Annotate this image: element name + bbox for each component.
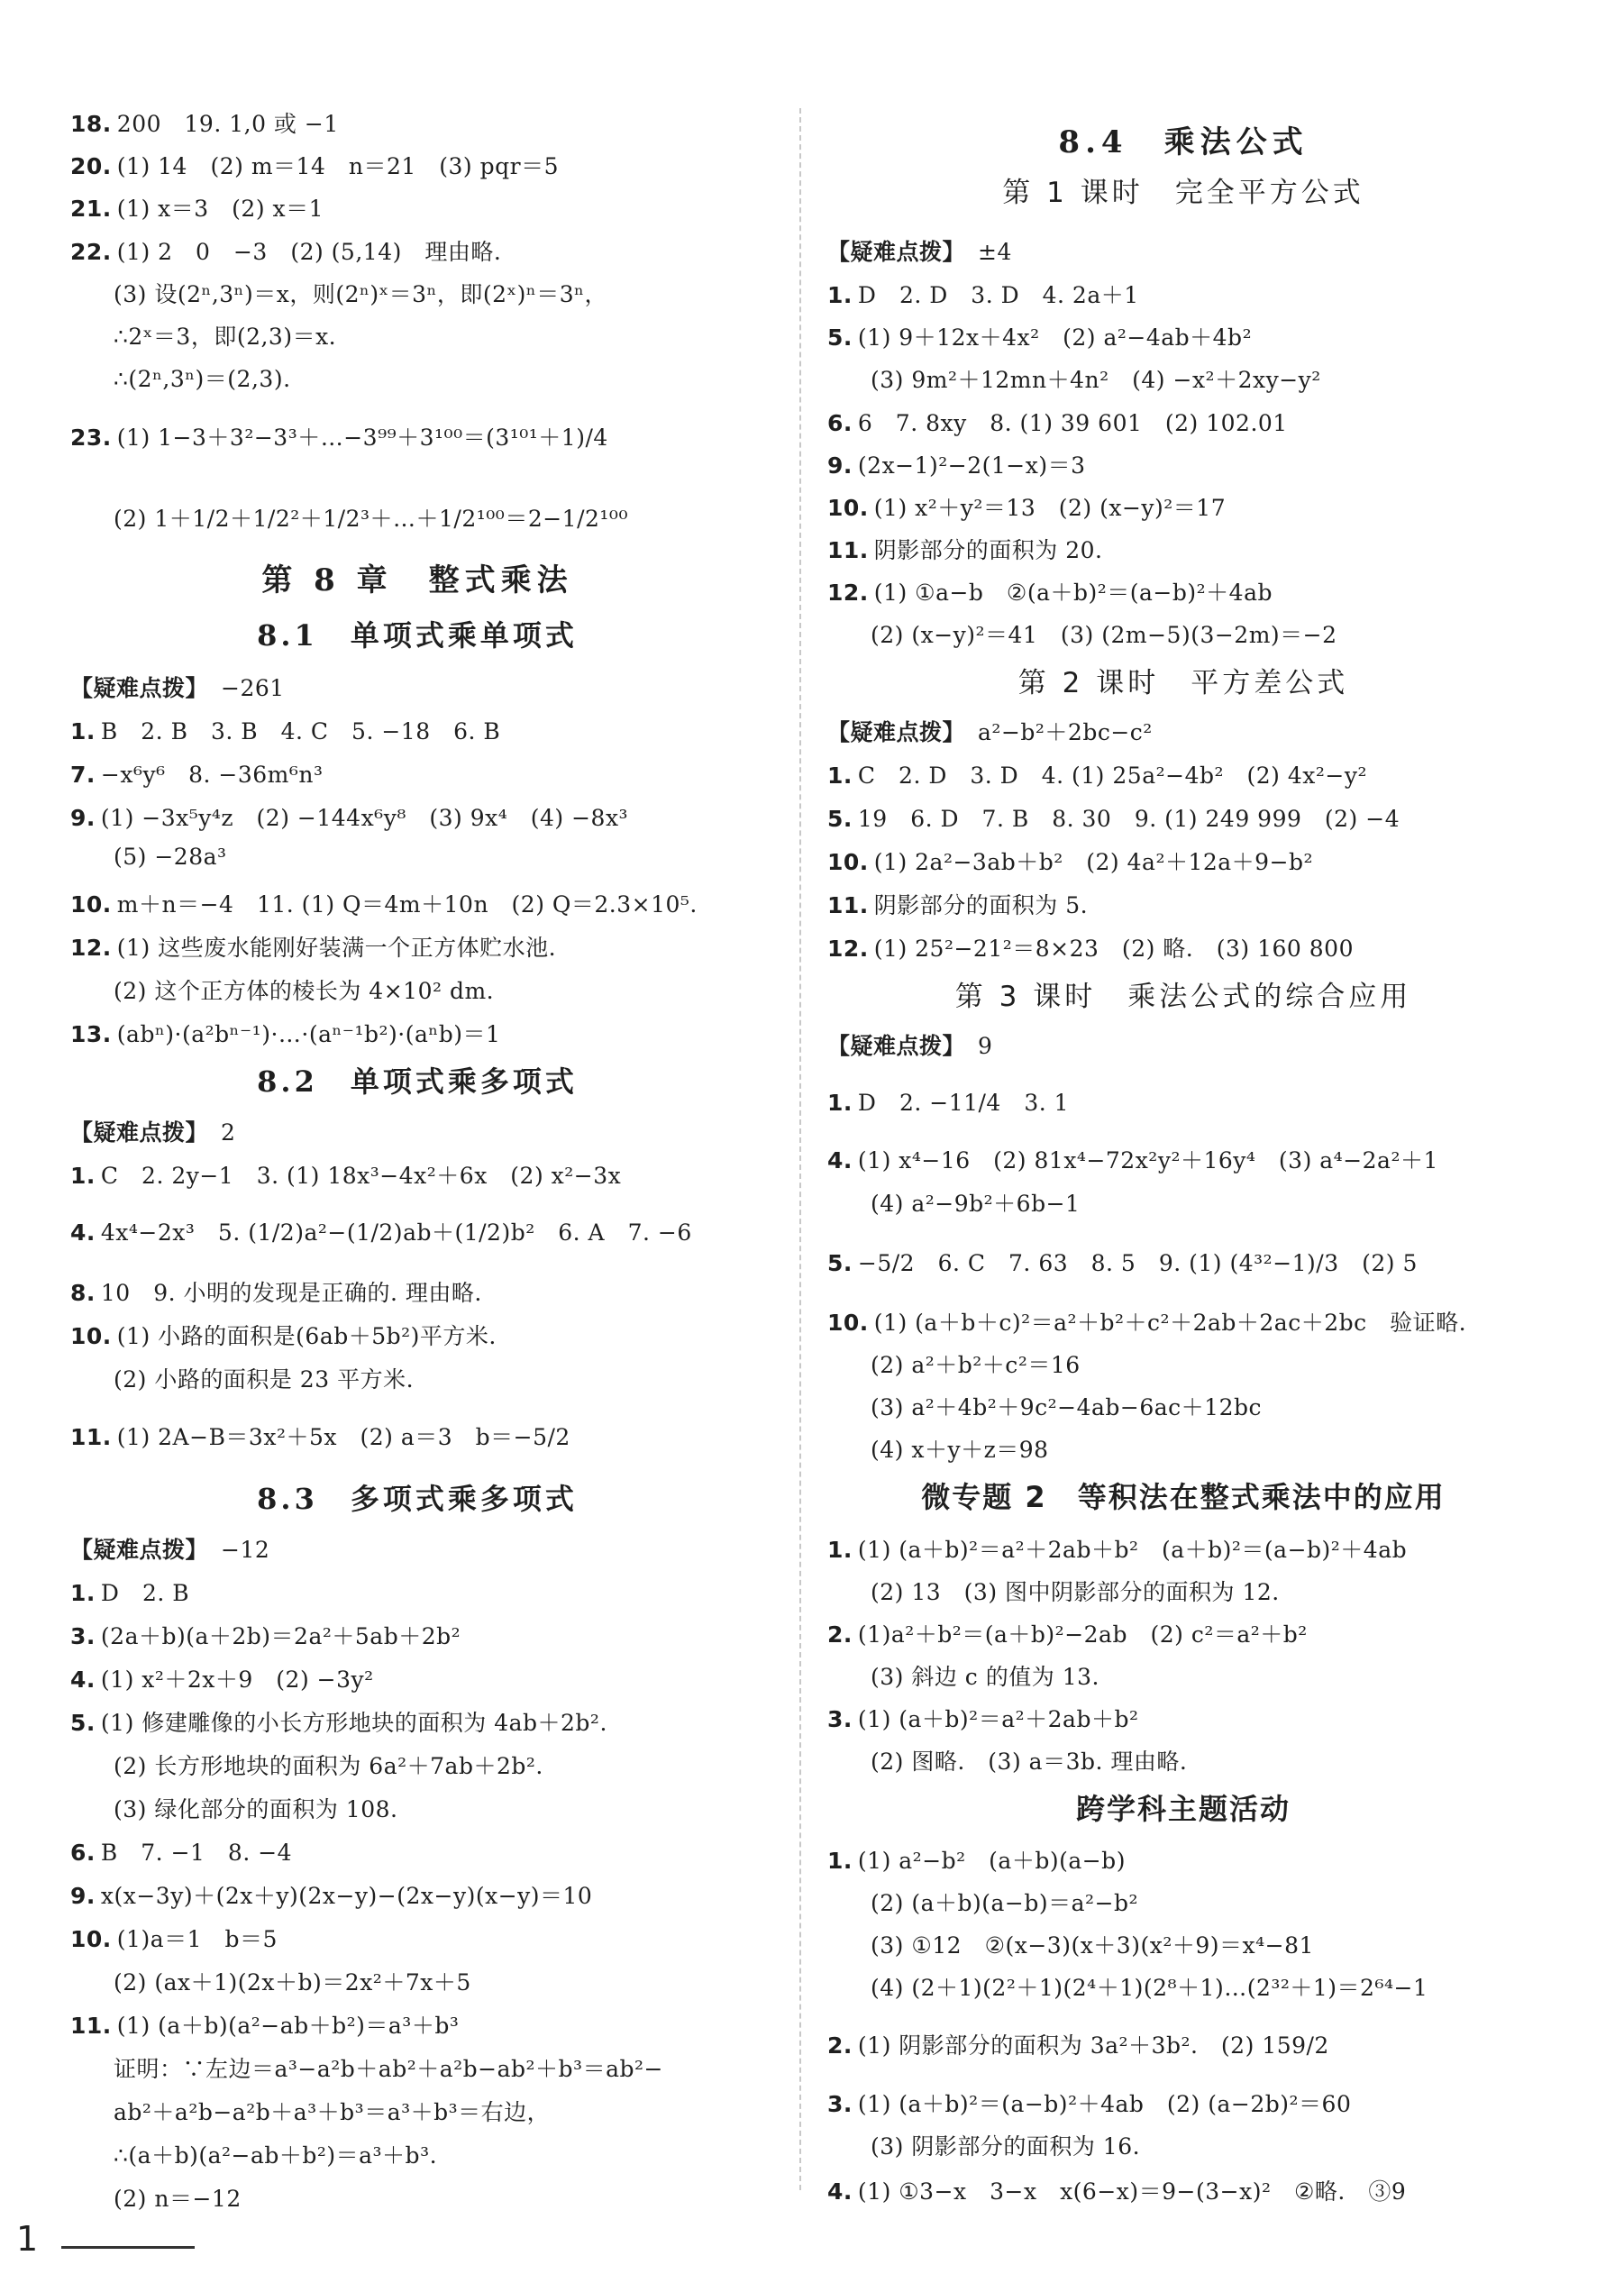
answer-line: 12. (1) 这些废水能刚好装满一个正方体贮水池. [70,935,557,961]
answer-line: 2. (1)a²＋b²＝(a＋b)²−2ab (2) c²＝a²＋b² [827,1621,1308,1648]
answer-line: 5. (1) 修建雕像的小长方形地块的面积为 4ab＋2b². [70,1710,607,1736]
answer-line: 1. D 2. B [70,1580,190,1606]
lesson-heading: 第 1 课时 完全平方公式 [1002,177,1364,209]
column-divider [799,108,801,2190]
answer-line: 7. −x⁶y⁶ 8. −36m⁶n³ [70,762,324,788]
tip-line: 【疑难点拨】 a²−b²＋2bc−c² [827,719,1153,745]
answer-line: 3. (1) (a＋b)²＝(a−b)²＋4ab (2) (a−2b)²＝60 [827,2091,1352,2117]
answer-line: ab²＋a²b−a²b＋a³＋b³＝a³＋b³＝右边， [114,2099,551,2125]
answer-line: 11. (1) (a＋b)(a²−ab＋b²)＝a³＋b³ [70,2013,460,2039]
answer-line: 1. (1) a²−b² (a＋b)(a−b) [827,1848,1126,1874]
section-heading: 8.2 单项式乘多项式 [257,1064,578,1099]
answer-line: (5) −28a³ [114,844,227,870]
page-number: 1 [16,2219,39,2259]
answer-line: 9. (2x−1)²−2(1−x)＝3 [827,452,1086,479]
answer-line: 22. (1) 2 0 −3 (2) (5,14) 理由略. [70,239,502,265]
answer-line: 10. (1) (a＋b＋c)²＝a²＋b²＋c²＋2ab＋2ac＋2bc 验证略. [827,1310,1467,1336]
answer-line: ∴2ˣ＝3，即(2,3)＝x. [114,324,337,350]
answer-line: (4) x＋y＋z＝98 [871,1437,1049,1463]
lesson-heading: 第 3 课时 乘法公式的综合应用 [954,981,1412,1013]
answer-line: 10. (1) x²＋y²＝13 (2) (x−y)²＝17 [827,495,1227,521]
answer-line: 1. B 2. B 3. B 4. C 5. −18 6. B [70,718,501,744]
answer-line: 4. 4x⁴−2x³ 5. (1/2)a²−(1/2)ab＋(1/2)b² 6. A 7. −6 [70,1219,692,1246]
answer-line: (3) 绿化部分的面积为 108. [114,1796,398,1822]
answer-line: 4. (1) x²＋2x＋9 (2) −3y² [70,1667,374,1693]
answer-line: 9. (1) −3x⁵y⁴z (2) −144x⁶y⁸ (3) 9x⁴ (4) −8x³ [70,805,629,831]
answer-line: (2) n＝−12 [114,2186,242,2212]
answer-line: 12. (1) ①a−b ②(a＋b)²＝(a−b)²＋4ab [827,580,1273,606]
answer-line: (3) a²＋4b²＋9c²−4ab−6ac＋12bc [871,1394,1262,1420]
answer-line: 20. (1) 14 (2) m＝14 n＝21 (3) pqr＝5 [70,153,559,179]
answer-line: 2. (1) 阴影部分的面积为 3a²＋3b². (2) 159/2 [827,2032,1329,2059]
answer-line: 4. (1) ①3−x 3−x x(6−x)＝9−(3−x)² ②略. ③9 [827,2178,1407,2205]
answer-line: ∴(a＋b)(a²−ab＋b²)＝a³＋b³. [114,2142,438,2169]
answer-line: 3. (2a＋b)(a＋2b)＝2a²＋5ab＋2b² [70,1623,461,1649]
answer-line: (2) 13 (3) 图中阴影部分的面积为 12. [871,1579,1280,1605]
section-heading: 8.1 单项式乘单项式 [257,618,578,653]
answer-line: (2) 1＋1/2＋1/2²＋1/2³＋…＋1/2¹⁰⁰＝2−1/2¹⁰⁰ [114,506,628,532]
answer-line: (2) (ax＋1)(2x＋b)＝2x²＋7x＋5 [114,1969,471,1995]
answer-line: 6. 6 7. 8xy 8. (1) 39 601 (2) 102.01 [827,410,1288,436]
answer-line: 23. (1) 1−3＋3²−3³＋…−3⁹⁹＋3¹⁰⁰＝(3¹⁰¹＋1)/4 [70,425,608,451]
answer-line: 1. D 2. D 3. D 4. 2a＋1 [827,282,1139,308]
answer-line: (2) 这个正方体的棱长为 4×10² dm. [114,978,495,1004]
answer-line: 12. (1) 25²−21²＝8×23 (2) 略. (3) 160 800 [827,936,1354,962]
answer-line: (3) 斜边 c 的值为 13. [871,1664,1099,1690]
tip-line: 【疑难点拨】 −261 [70,675,285,701]
answer-line: 5. (1) 9＋12x＋4x² (2) a²−4ab＋4b² [827,324,1253,351]
answer-line: (2) 图略. (3) a＝3b. 理由略. [871,1749,1188,1775]
answer-line: (3) 9m²＋12mn＋4n² (4) −x²＋2xy−y² [871,367,1321,393]
answer-line: 21. (1) x＝3 (2) x＝1 [70,196,324,222]
section-heading: 8.4 乘法公式 [1058,124,1309,160]
answer-line: 证明：∵左边＝a³−a²b＋ab²＋a²b−ab²＋b³＝ab²− [114,2056,663,2082]
tip-line: 【疑难点拨】 ±4 [827,239,1012,265]
lesson-heading: 第 2 课时 平方差公式 [1017,667,1349,699]
tip-line: 【疑难点拨】 −12 [70,1537,270,1563]
answer-line: 13. (abⁿ)·(a²bⁿ⁻¹)·…·(aⁿ⁻¹b²)·(aⁿb)＝1 [70,1021,501,1047]
tip-line: 【疑难点拨】 2 [70,1119,236,1146]
section-heading: 8.3 多项式乘多项式 [257,1482,578,1516]
footer-rule [61,2246,195,2249]
answer-line: (3) 设(2ⁿ,3ⁿ)＝x，则(2ⁿ)ˣ＝3ⁿ，即(2ˣ)ⁿ＝3ⁿ， [114,281,607,307]
activity-heading: 跨学科主题活动 [1075,1792,1291,1826]
answer-line: (2) 长方形地块的面积为 6a²＋7ab＋2b². [114,1753,543,1779]
answer-line: 5. −5/2 6. C 7. 63 8. 5 9. (1) (4³²−1)/3 (2) 5 [827,1250,1418,1276]
answer-line: 11. (1) 2A−B＝3x²＋5x (2) a＝3 b＝−5/2 [70,1424,570,1450]
answer-line: (2) (a＋b)(a−b)＝a²−b² [871,1890,1139,1916]
answer-line: 10. (1) 2a²−3ab＋b² (2) 4a²＋12a＋9−b² [827,849,1314,875]
answer-line: (3) 阴影部分的面积为 16. [871,2133,1141,2160]
answer-line: (3) ①12 ②(x−3)(x＋3)(x²＋9)＝x⁴−81 [871,1932,1314,1959]
answer-line: (2) a²＋b²＋c²＝16 [871,1352,1081,1378]
answer-line: 10. (1) 小路的面积是(6ab＋5b²)平方米. [70,1323,497,1349]
answer-line: 4. (1) x⁴−16 (2) 81x⁴−72x²y²＋16y⁴ (3) a⁴−2a²＋1 [827,1147,1438,1174]
answer-line: 11. 阴影部分的面积为 20. [827,537,1103,563]
answer-line: 10. m＋n＝−4 11. (1) Q＝4m＋10n (2) Q＝2.3×10⁵. [70,891,698,918]
answer-line: 1. C 2. D 3. D 4. (1) 25a²−4b² (2) 4x²−y² [827,763,1367,789]
tip-line: 【疑难点拨】 9 [827,1033,993,1059]
special-topic-heading: 微专题 2 等积法在整式乘法中的应用 [921,1480,1446,1514]
answer-line: 1. C 2. 2y−1 3. (1) 18x³−4x²＋6x (2) x²−3x [70,1163,622,1189]
chapter-heading: 第 8 章 整式乘法 [261,562,573,598]
answer-line: 5. 19 6. D 7. B 8. 30 9. (1) 249 999 (2) −4 [827,806,1400,832]
answer-line: 9. x(x−3y)＋(2x＋y)(2x−y)−(2x−y)(x−y)＝10 [70,1883,593,1909]
answer-line: 18. 200 19. 1,0 或 −1 [70,111,339,137]
answer-line: 6. B 7. −1 8. −4 [70,1840,293,1866]
answer-line: 10. (1)a＝1 b＝5 [70,1926,278,1952]
answer-line: 11. 阴影部分的面积为 5. [827,892,1089,918]
answer-line: (2) 小路的面积是 23 平方米. [114,1366,415,1393]
answer-line: (4) a²−9b²＋6b−1 [871,1191,1081,1217]
answer-line: 1. (1) (a＋b)²＝a²＋2ab＋b² (a＋b)²＝(a−b)²＋4ab [827,1537,1408,1563]
answer-line: (2) (x−y)²＝41 (3) (2m−5)(3−2m)＝−2 [871,622,1337,648]
answer-line: (4) (2＋1)(2²＋1)(2⁴＋1)(2⁸＋1)…(2³²＋1)＝2⁶⁴−1 [871,1975,1428,2001]
answer-line: 8. 10 9. 小明的发现是正确的. 理由略. [70,1280,482,1306]
answer-line: 3. (1) (a＋b)²＝a²＋2ab＋b² [827,1706,1139,1732]
answer-line: ∴(2ⁿ,3ⁿ)＝(2,3). [114,366,291,392]
answer-line: 1. D 2. −11/4 3. 1 [827,1090,1070,1116]
